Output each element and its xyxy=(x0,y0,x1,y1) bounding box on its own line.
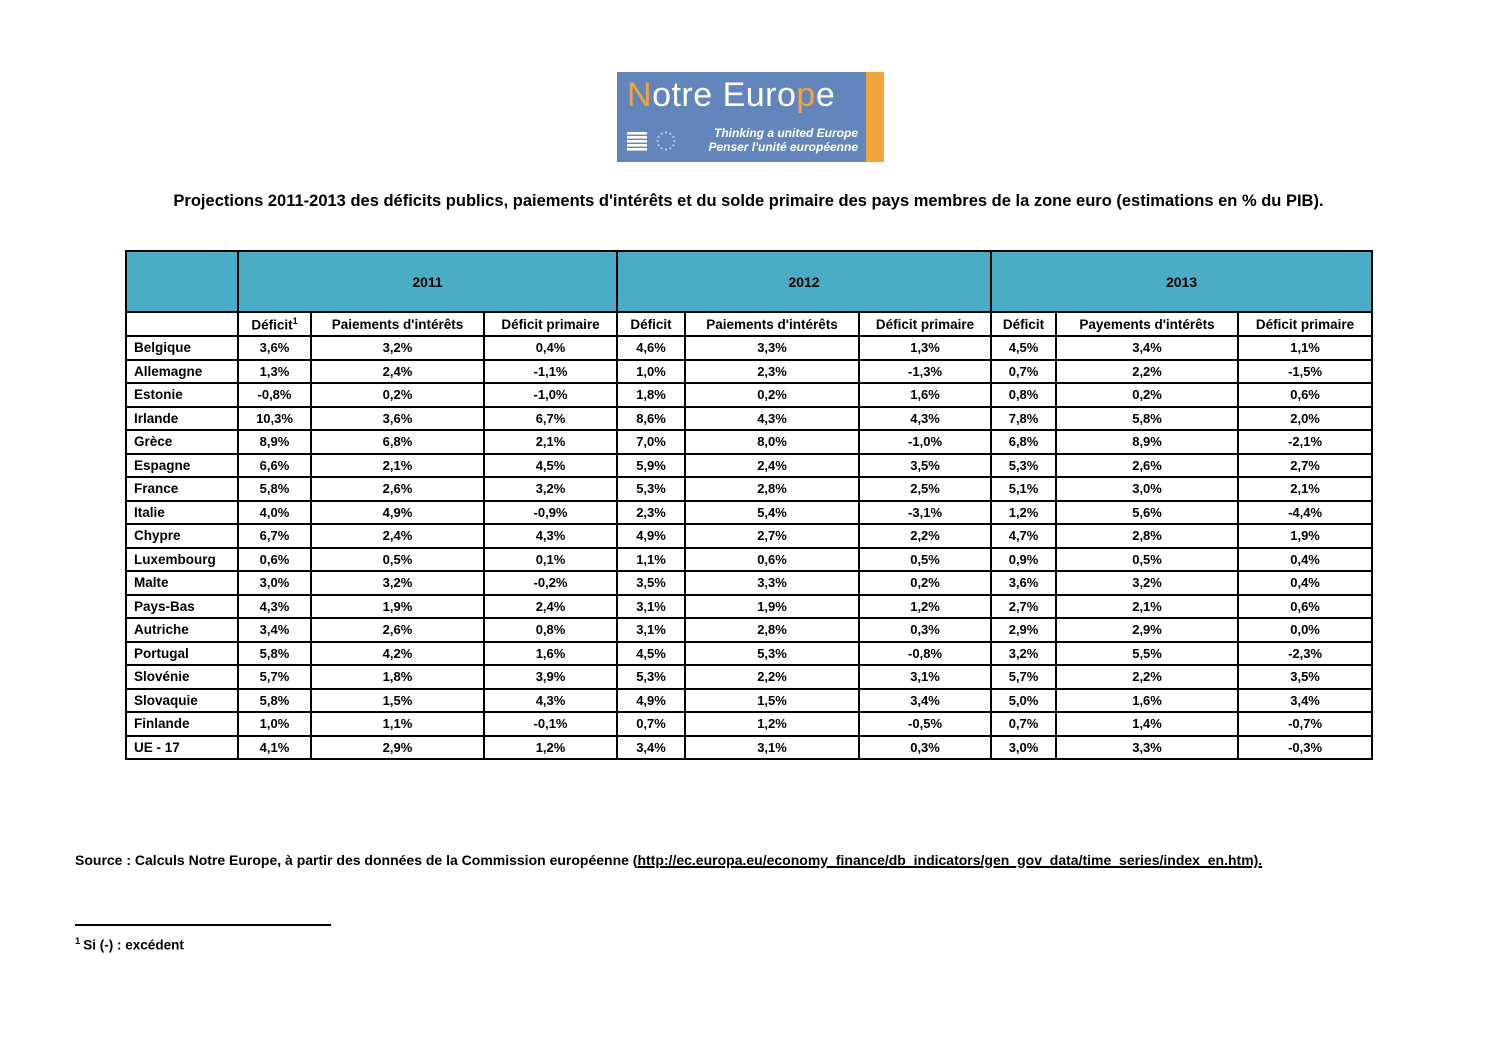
value-cell: 5,8% xyxy=(1056,407,1238,431)
col-header-interets-2013: Payements d'intérêts xyxy=(1056,312,1238,336)
table-row xyxy=(126,477,1372,501)
value-cell: 5,5% xyxy=(1056,642,1238,666)
value-cell: 0,4% xyxy=(1238,571,1372,595)
value-cell: 2,1% xyxy=(1238,477,1372,501)
col-header-primaire-2013: Déficit primaire xyxy=(1238,312,1372,336)
value-cell: 1,4% xyxy=(1056,712,1238,736)
value-cell: 3,1% xyxy=(617,618,685,642)
value-cell: 1,1% xyxy=(617,548,685,572)
value-cell: -0,8% xyxy=(859,642,991,666)
value-cell: 2,7% xyxy=(1238,454,1372,478)
value-cell: 0,7% xyxy=(617,712,685,736)
value-cell: 2,6% xyxy=(1056,454,1238,478)
value-cell: 2,5% xyxy=(859,477,991,501)
country-cell: Chypre xyxy=(126,524,238,548)
value-cell: 6,6% xyxy=(238,454,311,478)
value-cell: 5,8% xyxy=(238,642,311,666)
year-header-2011: 2011 xyxy=(238,251,617,312)
value-cell: -0,2% xyxy=(484,571,617,595)
col-header-deficit-2011: Déficit$^1$ xyxy=(238,312,311,336)
country-cell: Portugal xyxy=(126,642,238,666)
value-cell: 0,5% xyxy=(859,548,991,572)
value-cell: 3,4% xyxy=(1238,689,1372,713)
document-title: Projections 2011-2013 des déficits publics, paiements d'intérêts et du solde primaire des pays membres de la zone euro (estimations en % du PIB). xyxy=(173,192,1324,210)
value-cell: 3,9% xyxy=(484,665,617,689)
value-cell: 1,8% xyxy=(617,383,685,407)
value-cell: 3,4% xyxy=(859,689,991,713)
value-cell: 6,8% xyxy=(311,430,484,454)
value-cell: 0,6% xyxy=(238,548,311,572)
logo-letter-p: p xyxy=(796,76,816,114)
table-row xyxy=(126,618,1372,642)
logo-blue-panel xyxy=(617,72,866,162)
value-cell: 4,1% xyxy=(238,736,311,760)
value-cell: 3,4% xyxy=(238,618,311,642)
value-cell: 3,5% xyxy=(859,454,991,478)
value-cell: 3,6% xyxy=(238,336,311,360)
value-cell: 3,1% xyxy=(685,736,859,760)
country-column-header xyxy=(126,312,238,336)
value-cell: -0,5% xyxy=(859,712,991,736)
value-cell: 3,4% xyxy=(1056,336,1238,360)
value-cell: 3,5% xyxy=(1238,665,1372,689)
value-cell: 1,5% xyxy=(685,689,859,713)
country-cell: Finlande xyxy=(126,712,238,736)
value-cell: 3,5% xyxy=(617,571,685,595)
value-cell: 4,9% xyxy=(617,689,685,713)
value-cell: 4,3% xyxy=(484,524,617,548)
table-row xyxy=(126,336,1372,360)
stacked-lines-icon xyxy=(627,132,649,151)
value-cell: 2,9% xyxy=(311,736,484,760)
value-cell: 5,0% xyxy=(991,689,1056,713)
value-cell: 4,3% xyxy=(238,595,311,619)
source-line xyxy=(75,852,1455,868)
country-cell: Belgique xyxy=(126,336,238,360)
country-cell: Estonie xyxy=(126,383,238,407)
value-cell: 3,0% xyxy=(238,571,311,595)
value-cell: 0,7% xyxy=(991,712,1056,736)
value-cell: 4,7% xyxy=(991,524,1056,548)
country-cell: UE - 17 xyxy=(126,736,238,760)
value-cell: 5,7% xyxy=(991,665,1056,689)
table-row xyxy=(126,360,1372,384)
col-header-interets-2012: Paiements d'intérêts xyxy=(685,312,859,336)
tagline-french: Penser l'unité européenne xyxy=(708,140,858,155)
value-cell: 3,1% xyxy=(859,665,991,689)
value-cell: 2,3% xyxy=(617,501,685,525)
value-cell: 0,2% xyxy=(311,383,484,407)
value-cell: 5,6% xyxy=(1056,501,1238,525)
country-cell: Luxembourg xyxy=(126,548,238,572)
value-cell: 2,4% xyxy=(484,595,617,619)
value-cell: 0,6% xyxy=(685,548,859,572)
value-cell: 3,0% xyxy=(1056,477,1238,501)
value-cell: 1,9% xyxy=(685,595,859,619)
value-cell: 2,2% xyxy=(1056,665,1238,689)
value-cell: 1,5% xyxy=(311,689,484,713)
value-cell: 4,9% xyxy=(617,524,685,548)
logo-letters-otre-euro: otre Euro xyxy=(652,76,797,114)
value-cell: -0,3% xyxy=(1238,736,1372,760)
value-cell: 3,3% xyxy=(685,336,859,360)
value-cell: 1,3% xyxy=(238,360,311,384)
value-cell: 4,3% xyxy=(685,407,859,431)
table-row xyxy=(126,430,1372,454)
country-cell: Pays-Bas xyxy=(126,595,238,619)
table-row xyxy=(126,407,1372,431)
value-cell: 5,3% xyxy=(991,454,1056,478)
value-cell: 1,6% xyxy=(1056,689,1238,713)
value-cell: 2,4% xyxy=(685,454,859,478)
value-cell: 3,3% xyxy=(1056,736,1238,760)
year-header-2012: 2012 xyxy=(617,251,991,312)
country-cell: Grèce xyxy=(126,430,238,454)
value-cell: 1,8% xyxy=(311,665,484,689)
value-cell: -1,0% xyxy=(859,430,991,454)
value-cell: -1,0% xyxy=(484,383,617,407)
notre-europe-logo xyxy=(617,72,884,162)
value-cell: 2,3% xyxy=(685,360,859,384)
value-cell: 2,8% xyxy=(1056,524,1238,548)
logo-letter-e: e xyxy=(815,76,836,114)
value-cell: 2,6% xyxy=(311,618,484,642)
value-cell: -1,5% xyxy=(1238,360,1372,384)
value-cell: 8,9% xyxy=(1056,430,1238,454)
value-cell: 5,4% xyxy=(685,501,859,525)
value-cell: -3,1% xyxy=(859,501,991,525)
country-cell: Irlande xyxy=(126,407,238,431)
country-cell: Autriche xyxy=(126,618,238,642)
value-cell: 3,3% xyxy=(685,571,859,595)
value-cell: 3,6% xyxy=(311,407,484,431)
table-row xyxy=(126,501,1372,525)
value-cell: 0,2% xyxy=(685,383,859,407)
value-cell: 5,3% xyxy=(685,642,859,666)
value-cell: 6,7% xyxy=(484,407,617,431)
value-cell: -2,1% xyxy=(1238,430,1372,454)
value-cell: 0,7% xyxy=(991,360,1056,384)
value-cell: 2,7% xyxy=(685,524,859,548)
logo-accent-bar xyxy=(866,72,884,162)
tagline-english: Thinking a united Europe xyxy=(714,126,858,141)
value-cell: 4,5% xyxy=(617,642,685,666)
country-cell: Allemagne xyxy=(126,360,238,384)
value-cell: -0,9% xyxy=(484,501,617,525)
value-cell: 3,2% xyxy=(991,642,1056,666)
value-cell: 0,8% xyxy=(484,618,617,642)
footnote-reference: 1 xyxy=(292,315,298,326)
value-cell: 1,2% xyxy=(685,712,859,736)
table-row xyxy=(126,524,1372,548)
col-header-primaire-2012: Déficit primaire xyxy=(859,312,991,336)
value-cell: 3,2% xyxy=(311,336,484,360)
table-row xyxy=(126,712,1372,736)
value-cell: 2,1% xyxy=(484,430,617,454)
logo-letter-n: N xyxy=(627,76,653,114)
value-cell: 4,9% xyxy=(311,501,484,525)
country-cell: Malte xyxy=(126,571,238,595)
footnote xyxy=(75,936,184,953)
value-cell: 0,6% xyxy=(1238,383,1372,407)
year-header-2013: 2013 xyxy=(991,251,1372,312)
value-cell: 3,6% xyxy=(991,571,1056,595)
value-cell: 5,3% xyxy=(617,477,685,501)
corner-cell xyxy=(126,251,238,312)
value-cell: 2,7% xyxy=(991,595,1056,619)
value-cell: 5,7% xyxy=(238,665,311,689)
value-cell: 2,4% xyxy=(311,524,484,548)
source-link[interactable]: http://ec.europa.eu/economy_finance/db_indicators/gen_gov_data/time_series/index_en.htm). xyxy=(637,852,1263,868)
table-row xyxy=(126,571,1372,595)
logo-brand-text xyxy=(627,78,858,114)
value-cell: 2,1% xyxy=(1056,595,1238,619)
value-cell: 0,6% xyxy=(1238,595,1372,619)
eu-stars-circle-icon xyxy=(655,130,677,152)
value-cell: -1,3% xyxy=(859,360,991,384)
value-cell: 5,8% xyxy=(238,689,311,713)
value-cell: -0,1% xyxy=(484,712,617,736)
value-cell: 1,6% xyxy=(484,642,617,666)
value-cell: 1,3% xyxy=(859,336,991,360)
value-cell: 5,1% xyxy=(991,477,1056,501)
value-cell: 1,2% xyxy=(484,736,617,760)
country-cell: Slovaquie xyxy=(126,689,238,713)
value-cell: -1,1% xyxy=(484,360,617,384)
col-header-primaire-2011: Déficit primaire xyxy=(484,312,617,336)
value-cell: 2,2% xyxy=(1056,360,1238,384)
value-cell: 0,3% xyxy=(859,736,991,760)
source-text: Source : Calculs Notre Europe, à partir des données de la Commission européenne ( xyxy=(75,852,638,868)
table-row xyxy=(126,383,1372,407)
value-cell: 3,2% xyxy=(311,571,484,595)
value-cell: 4,5% xyxy=(484,454,617,478)
value-cell: 5,9% xyxy=(617,454,685,478)
table-row xyxy=(126,736,1372,760)
table-row xyxy=(126,548,1372,572)
value-cell: -2,3% xyxy=(1238,642,1372,666)
value-cell: 4,0% xyxy=(238,501,311,525)
value-cell: 1,2% xyxy=(991,501,1056,525)
country-cell: France xyxy=(126,477,238,501)
value-cell: 8,9% xyxy=(238,430,311,454)
value-cell: 1,0% xyxy=(238,712,311,736)
value-cell: 2,9% xyxy=(1056,618,1238,642)
col-header-interets-2011: Paiements d'intérêts xyxy=(311,312,484,336)
value-cell: 1,6% xyxy=(859,383,991,407)
value-cell: 1,1% xyxy=(1238,336,1372,360)
value-cell: 10,3% xyxy=(238,407,311,431)
value-cell: 4,3% xyxy=(859,407,991,431)
value-cell: 2,2% xyxy=(685,665,859,689)
value-cell: 3,1% xyxy=(617,595,685,619)
value-cell: 8,0% xyxy=(685,430,859,454)
value-cell: 1,9% xyxy=(1238,524,1372,548)
country-cell: Slovénie xyxy=(126,665,238,689)
table-row xyxy=(126,689,1372,713)
value-cell: 2,8% xyxy=(685,477,859,501)
value-cell: 2,9% xyxy=(991,618,1056,642)
value-cell: 3,2% xyxy=(1056,571,1238,595)
value-cell: 0,4% xyxy=(484,336,617,360)
value-cell: 2,6% xyxy=(311,477,484,501)
country-cell: Italie xyxy=(126,501,238,525)
footnote-text: Si (-) : excédent xyxy=(83,937,184,953)
table-row xyxy=(126,595,1372,619)
value-cell: 0,2% xyxy=(859,571,991,595)
value-cell: 0,0% xyxy=(1238,618,1372,642)
value-cell: 4,2% xyxy=(311,642,484,666)
table-row xyxy=(126,642,1372,666)
value-cell: 4,6% xyxy=(617,336,685,360)
value-cell: 0,5% xyxy=(1056,548,1238,572)
value-cell: 8,6% xyxy=(617,407,685,431)
value-cell: 7,0% xyxy=(617,430,685,454)
value-cell: 6,8% xyxy=(991,430,1056,454)
table-row xyxy=(126,454,1372,478)
value-cell: 0,8% xyxy=(991,383,1056,407)
value-cell: 0,2% xyxy=(1056,383,1238,407)
logo-taglines xyxy=(683,127,858,155)
value-cell: 5,8% xyxy=(238,477,311,501)
value-cell: 1,9% xyxy=(311,595,484,619)
value-cell: 0,1% xyxy=(484,548,617,572)
value-cell: -4,4% xyxy=(1238,501,1372,525)
value-cell: 1,1% xyxy=(311,712,484,736)
value-cell: 0,5% xyxy=(311,548,484,572)
value-cell: 2,2% xyxy=(859,524,991,548)
value-cell: 3,0% xyxy=(991,736,1056,760)
value-cell: -0,7% xyxy=(1238,712,1372,736)
column-header-row xyxy=(126,312,1372,336)
table-row xyxy=(126,665,1372,689)
value-cell: 2,4% xyxy=(311,360,484,384)
value-cell: 4,5% xyxy=(991,336,1056,360)
value-cell: 2,0% xyxy=(1238,407,1372,431)
country-cell: Espagne xyxy=(126,454,238,478)
col-header-deficit-2012: Déficit xyxy=(617,312,685,336)
value-cell: 7,8% xyxy=(991,407,1056,431)
value-cell: 6,7% xyxy=(238,524,311,548)
footnote-divider xyxy=(75,924,331,926)
footnote-number: 1 xyxy=(75,936,81,947)
col-header-deficit-2013: Déficit xyxy=(991,312,1056,336)
value-cell: 0,3% xyxy=(859,618,991,642)
value-cell: 1,0% xyxy=(617,360,685,384)
projections-table xyxy=(125,250,1373,760)
year-header-row xyxy=(126,251,1372,312)
value-cell: 3,2% xyxy=(484,477,617,501)
value-cell: 2,8% xyxy=(685,618,859,642)
value-cell: 4,3% xyxy=(484,689,617,713)
value-cell: 0,9% xyxy=(991,548,1056,572)
value-cell: 2,1% xyxy=(311,454,484,478)
value-cell: 0,4% xyxy=(1238,548,1372,572)
value-cell: 3,4% xyxy=(617,736,685,760)
value-cell: 1,2% xyxy=(859,595,991,619)
value-cell: 5,3% xyxy=(617,665,685,689)
value-cell: -0,8% xyxy=(238,383,311,407)
